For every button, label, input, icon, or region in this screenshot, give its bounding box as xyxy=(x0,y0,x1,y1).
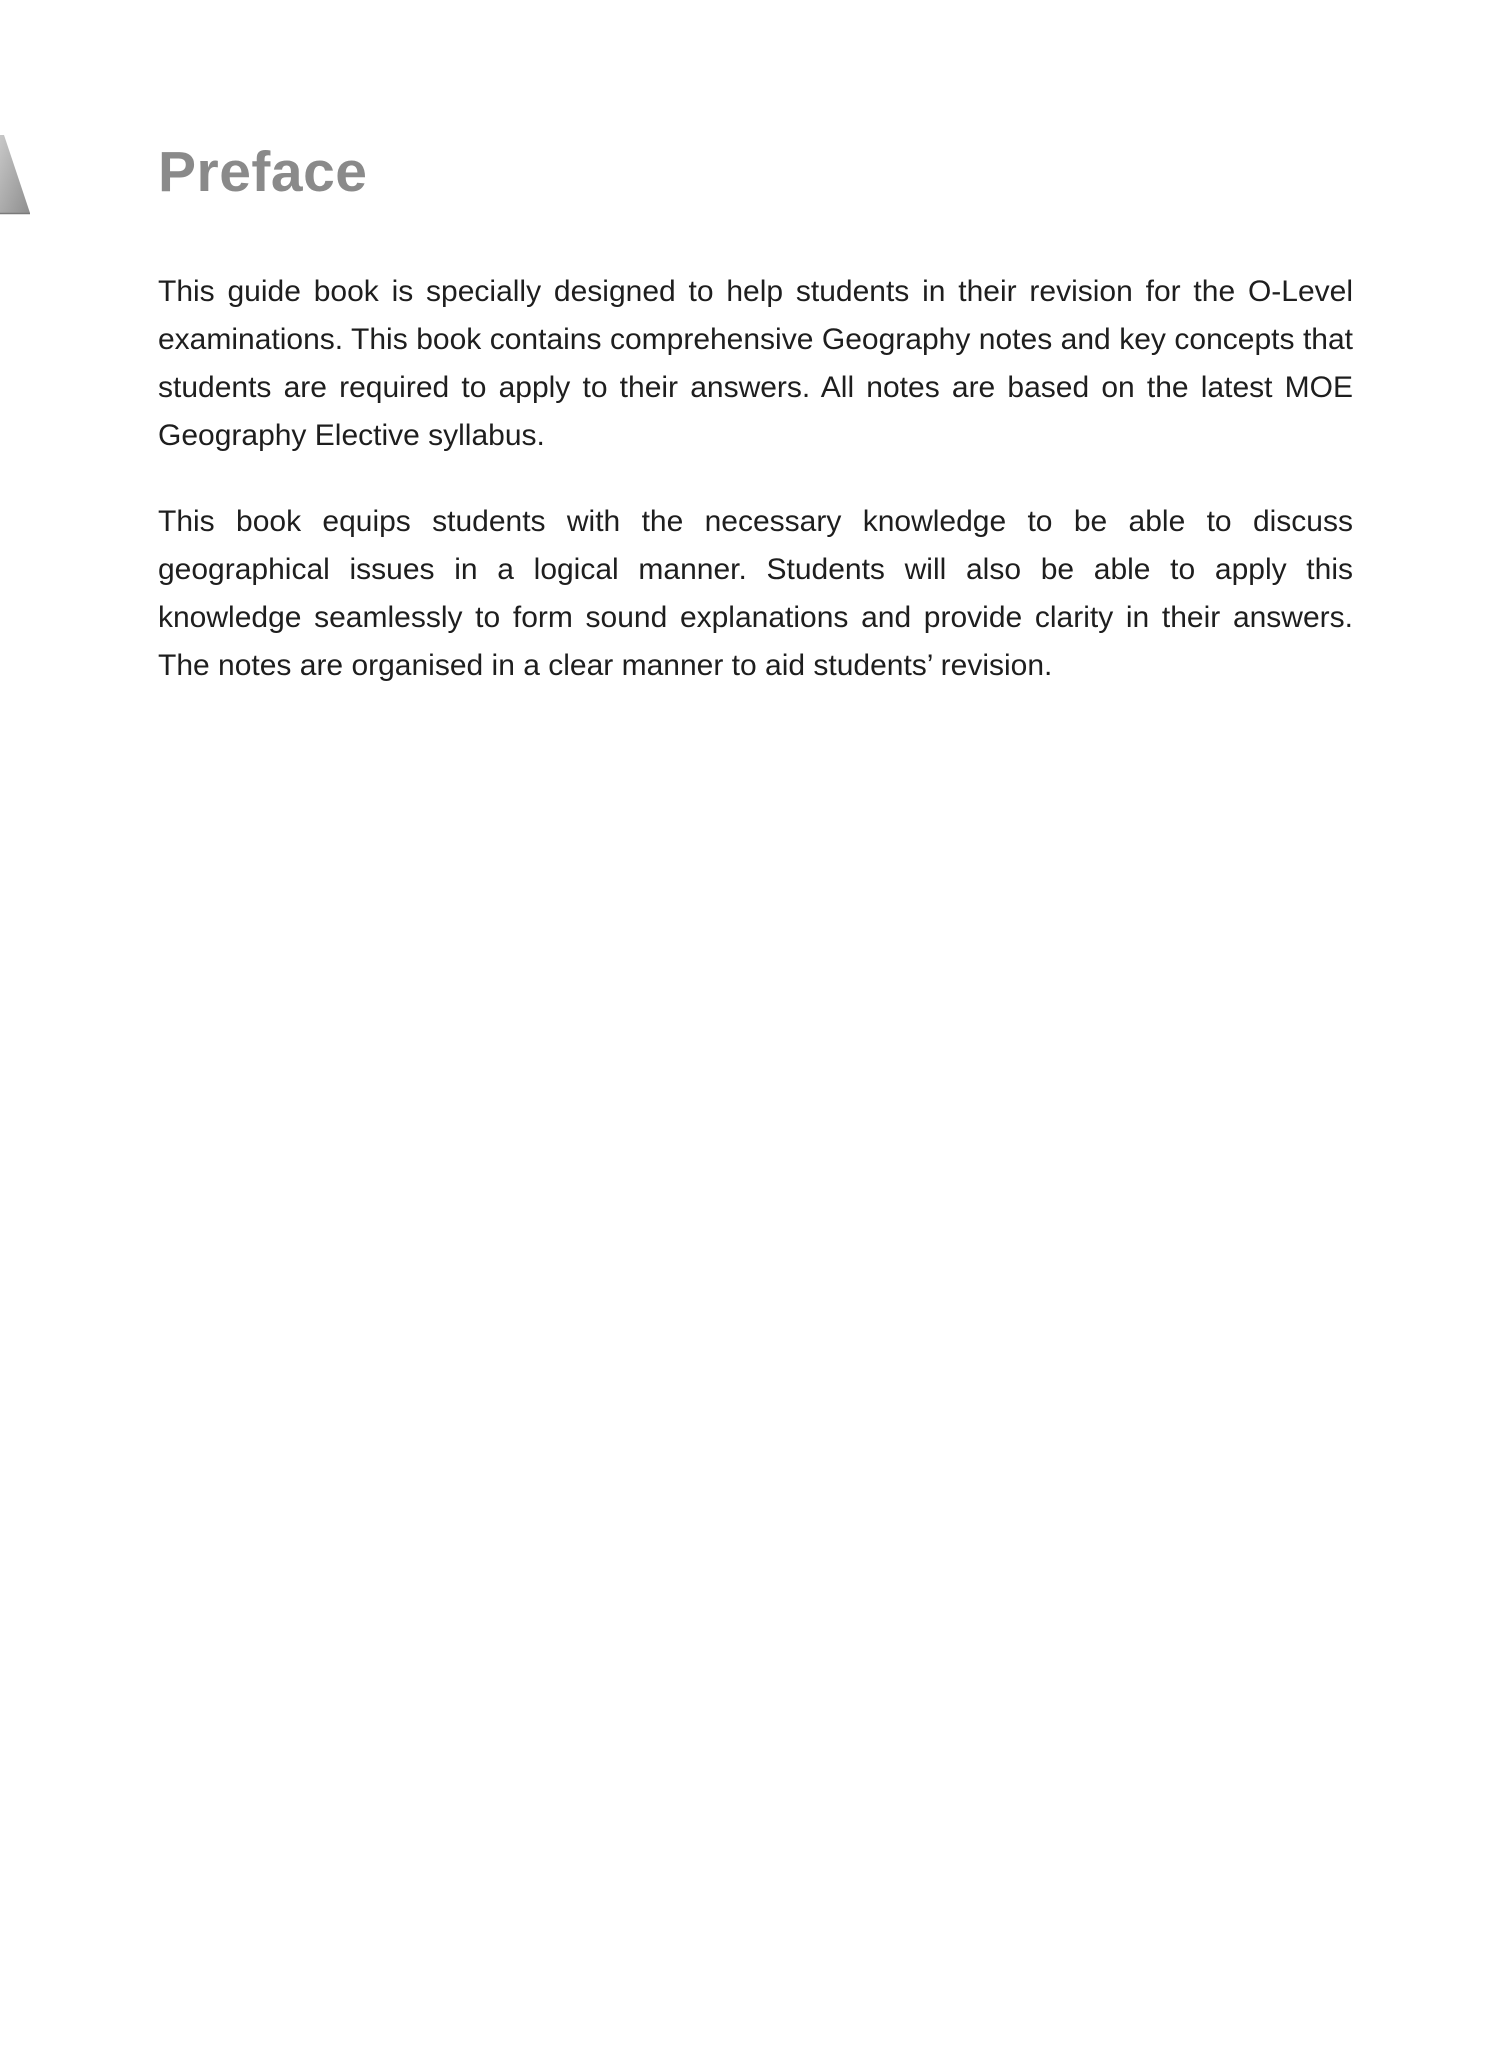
page-content xyxy=(158,140,1353,690)
preface-paragraph-2: This book equips students with the necessary knowledge to be able to discuss geographical issues in a logical manner. Students will also be able to apply this knowledge seamlessly to form sound explanations and provide clarity in their answers. The notes are organised in a clear manner to aid students’ revision. xyxy=(158,504,1353,682)
page-title: Preface xyxy=(158,140,368,204)
preface-paragraph-1: This guide book is specially designed to help students in their revision for the O-Level examinations. This book contains comprehensive Geography notes and key concepts that students are required to apply to their answers. All notes are based on the latest MOE Geography Elective syllabus. xyxy=(158,274,1353,452)
corner-tab-decoration xyxy=(0,135,32,215)
